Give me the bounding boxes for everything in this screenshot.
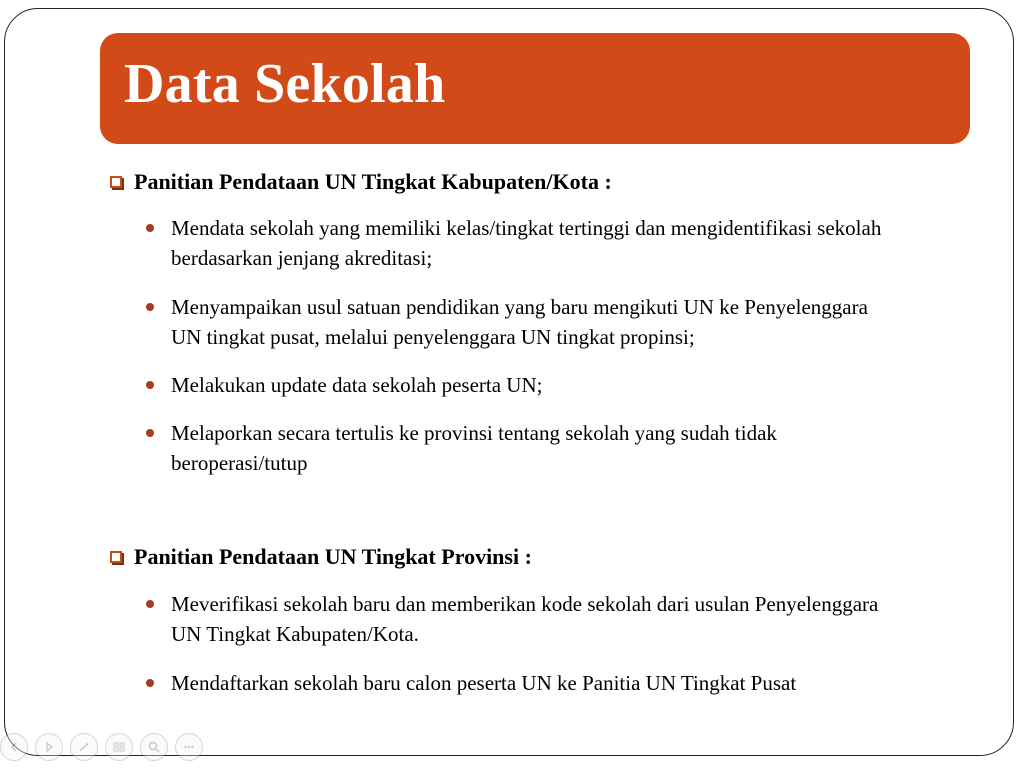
list-item (146, 370, 946, 400)
list-item-line1: Meverifikasi sekolah baru dan memberikan kode sekolah dari usulan Penyelenggara (171, 592, 879, 616)
bullet-dot-icon (146, 600, 154, 608)
section-heading-text: Panitian Pendataan UN Tingkat Provinsi : (134, 544, 532, 569)
list-item-line2: beroperasi/tutup (171, 451, 308, 475)
pen-icon (77, 740, 91, 754)
more-options-button[interactable] (175, 733, 203, 761)
prev-icon (7, 740, 21, 754)
play-icon (42, 740, 56, 754)
next-slide-button[interactable] (35, 733, 63, 761)
list-item-line2: UN Tingkat Kabupaten/Kota. (171, 622, 419, 646)
bullet-dot-icon (146, 303, 154, 311)
list-item (146, 292, 946, 352)
pen-button[interactable] (70, 733, 98, 761)
section-heading-kabupaten (110, 167, 612, 197)
list-item (146, 418, 946, 478)
list-item (146, 668, 946, 698)
list-item-line1: Melaporkan secara tertulis ke provinsi tentang sekolah yang sudah tidak (171, 421, 777, 445)
bullet-dot-icon (146, 381, 154, 389)
checkbox-bullet-icon (110, 551, 122, 563)
list-item-line2: UN tingkat pusat, melalui penyelenggara UN tingkat propinsi; (171, 325, 695, 349)
section-heading-text: Panitian Pendataan UN Tingkat Kabupaten/Kota : (134, 169, 612, 194)
list-item-line1: Mendata sekolah yang memiliki kelas/tingkat tertinggi dan mengidentifikasi sekolah (171, 216, 882, 240)
list-item-line1: Mendaftarkan sekolah baru calon peserta UN ke Panitia UN Tingkat Pusat (171, 671, 797, 695)
slides-icon (112, 740, 126, 754)
slide-title: Data Sekolah (124, 53, 446, 115)
bullet-dot-icon (146, 429, 154, 437)
section-heading-provinsi (110, 542, 532, 572)
more-icon (182, 740, 196, 754)
zoom-button[interactable] (140, 733, 168, 761)
bullet-dot-icon (146, 224, 154, 232)
list-item (146, 589, 946, 649)
list-item-line2: berdasarkan jenjang akreditasi; (171, 246, 433, 270)
list-item (146, 213, 946, 273)
checkbox-bullet-icon (110, 176, 122, 188)
slideshow-controls (0, 733, 203, 763)
bullet-dot-icon (146, 679, 154, 687)
zoom-icon (147, 740, 161, 754)
list-item-line1: Melakukan update data sekolah peserta UN; (171, 373, 543, 397)
slides-button[interactable] (105, 733, 133, 761)
list-item-line1: Menyampaikan usul satuan pendidikan yang baru mengikuti UN ke Penyelenggara (171, 295, 868, 319)
prev-slide-button[interactable] (0, 733, 28, 761)
